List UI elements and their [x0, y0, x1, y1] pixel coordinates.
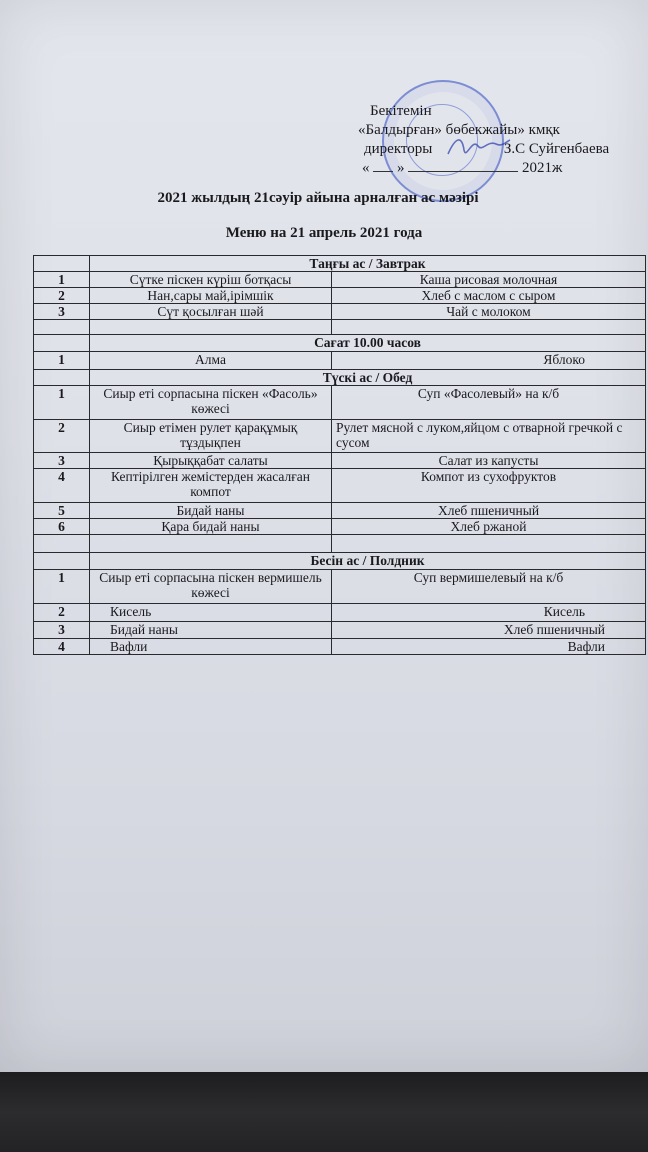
- dark-background-edge: [0, 1072, 648, 1152]
- item-number: 4: [34, 639, 90, 655]
- director-label: директоры: [364, 141, 433, 157]
- item-number: 3: [34, 304, 90, 320]
- item-russian: Чай с молоком: [332, 304, 646, 320]
- item-kazakh: Сиыр еті сорпасына піскен «Фасоль» көжесі: [90, 386, 332, 420]
- approval-line-date: [352, 159, 642, 178]
- menu-table: [33, 255, 646, 655]
- approval-block: [352, 102, 642, 178]
- item-kazakh: Кисель: [90, 604, 332, 622]
- table-row: [34, 519, 646, 535]
- item-number: 1: [34, 352, 90, 370]
- item-kazakh: Сиыр етімен рулет қарақұмық тұздықпен: [90, 420, 332, 453]
- approval-line-approve: Бекітемін: [370, 103, 432, 119]
- table-row: [34, 503, 646, 519]
- item-kazakh: Алма: [90, 352, 332, 370]
- item-russian: Хлеб ржаной: [332, 519, 646, 535]
- section-row-snack: [34, 335, 646, 352]
- table-row: [34, 469, 646, 503]
- item-russian: Хлеб пшеничный: [332, 503, 646, 519]
- title-russian: Меню на 21 апрель 2021 года: [225, 225, 423, 241]
- date-quote-open: «: [362, 160, 370, 176]
- item-kazakh: Сүт қосылған шәй: [90, 304, 332, 320]
- approval-line-director: [352, 140, 642, 159]
- item-kazakh: Қара бидай наны: [90, 519, 332, 535]
- item-russian: Каша рисовая молочная: [332, 272, 646, 288]
- item-russian: Хлеб с маслом с сыром: [332, 288, 646, 304]
- table-row: [34, 420, 646, 453]
- table-row: [34, 352, 646, 370]
- item-russian: Кисель: [332, 604, 646, 622]
- item-russian: Вафли: [332, 639, 646, 655]
- item-russian: Суп «Фасолевый» на к/б: [332, 386, 646, 420]
- title-kazakh: 2021 жылдың 21сәуір айына арналған ас мәзірі: [157, 190, 479, 206]
- item-number: 6: [34, 519, 90, 535]
- section-title: Таңғы ас / Завтрак: [90, 256, 646, 272]
- item-kazakh: Сүтке піскен күріш ботқасы: [90, 272, 332, 288]
- item-kazakh: Кептірілген жемістерден жасалған компот: [90, 469, 332, 503]
- approval-line-organization: «Балдырған» бөбекжайы» кмқк: [358, 122, 560, 138]
- table-row: [34, 272, 646, 288]
- item-russian: Рулет мясной с луком,яйцом с отварной гречкой с сусом: [332, 420, 646, 453]
- table-row: [34, 622, 646, 639]
- item-number: 1: [34, 570, 90, 604]
- director-name: З.С Суйгенбаева: [503, 141, 610, 157]
- item-number: 3: [34, 453, 90, 469]
- item-kazakh: Нан,сары май,ірімшік: [90, 288, 332, 304]
- item-number: 2: [34, 420, 90, 453]
- table-row: [34, 639, 646, 655]
- item-russian: Компот из сухофруктов: [332, 469, 646, 503]
- item-number: 5: [34, 503, 90, 519]
- item-kazakh: Вафли: [90, 639, 332, 655]
- item-number: 3: [34, 622, 90, 639]
- item-number: 2: [34, 604, 90, 622]
- section-title: Бесін ас / Полдник: [90, 553, 646, 570]
- item-number: 2: [34, 288, 90, 304]
- date-quote-close: »: [397, 160, 405, 176]
- item-kazakh: Қырыққабат салаты: [90, 453, 332, 469]
- table-row: [34, 604, 646, 622]
- table-row: [34, 453, 646, 469]
- section-row-breakfast: [34, 256, 646, 272]
- date-year: 2021ж: [522, 160, 563, 176]
- item-russian: Яблоко: [332, 352, 646, 370]
- section-row-afternoon-snack: [34, 553, 646, 570]
- table-row: [34, 304, 646, 320]
- table-row: [34, 570, 646, 604]
- item-russian: Хлеб пшеничный: [332, 622, 646, 639]
- item-kazakh: Бидай наны: [90, 503, 332, 519]
- section-title: Түскі ас / Обед: [90, 370, 646, 386]
- item-number: 4: [34, 469, 90, 503]
- item-number: 1: [34, 272, 90, 288]
- spacer-row: [34, 535, 646, 553]
- section-title: Сағат 10.00 часов: [90, 335, 646, 352]
- spacer-row: [34, 320, 646, 335]
- table-row: [34, 288, 646, 304]
- section-row-lunch: [34, 370, 646, 386]
- item-kazakh: Бидай наны: [90, 622, 332, 639]
- item-number: 1: [34, 386, 90, 420]
- item-kazakh: Сиыр еті сорпасына піскен вермишель көжесі: [90, 570, 332, 604]
- table-row: [34, 386, 646, 420]
- item-russian: Салат из капусты: [332, 453, 646, 469]
- item-russian: Суп вермишелевый на к/б: [332, 570, 646, 604]
